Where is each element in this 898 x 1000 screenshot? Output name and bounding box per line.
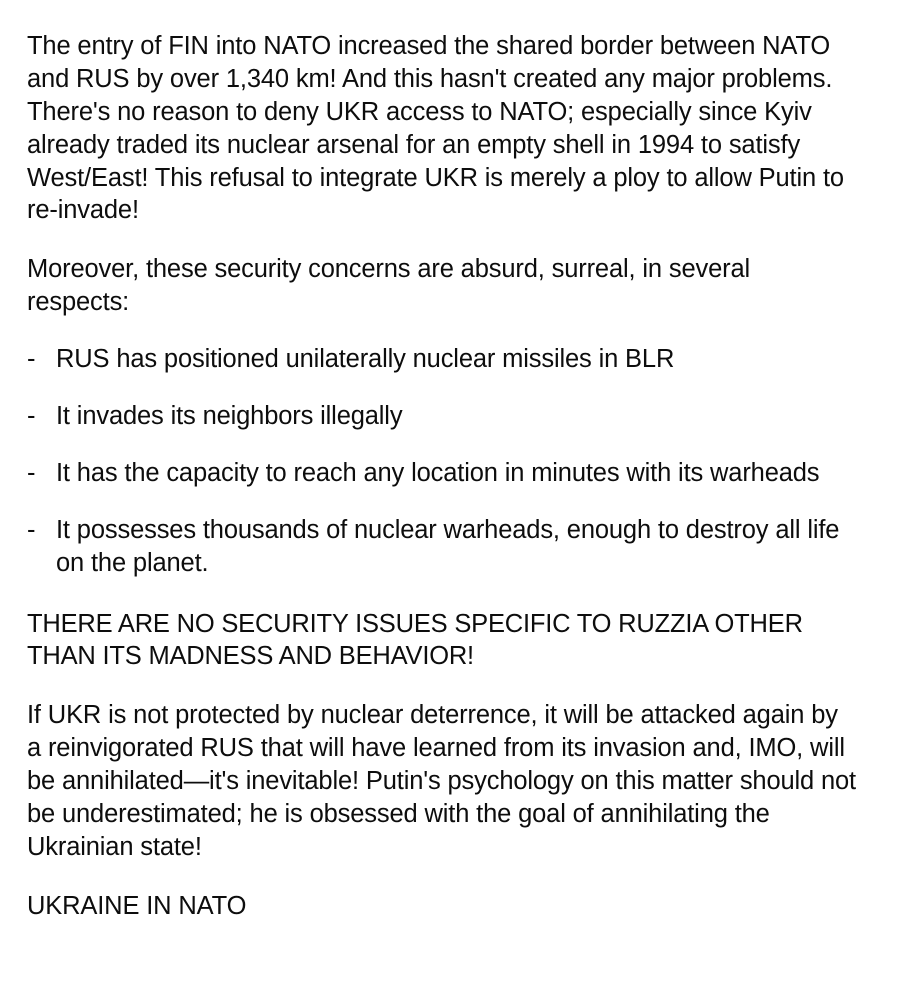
paragraph-closing: If UKR is not protected by nuclear deterrence, it will be attacked again by a reinvigorated RUS that will have learned from its invasion and, IMO, will be annihilated—it's inevitable! Putin's psychology on this matter should not be underestimated; he is obsessed with the goal of annihilating the Ukrainian state! xyxy=(27,701,856,861)
list-item-label: RUS has positioned unilaterally nuclear missiles in BLR xyxy=(56,345,675,374)
list-item xyxy=(27,457,857,490)
bullet-marker-icon: - xyxy=(27,458,36,487)
bullet-marker-icon: - xyxy=(27,402,36,431)
list-item xyxy=(27,400,857,433)
bullet-marker-icon: - xyxy=(27,345,36,374)
list-item xyxy=(27,514,857,580)
list-item-label: It possesses thousands of nuclear warheads, enough to destroy all life on the planet. xyxy=(56,515,840,577)
paragraph-security-concerns: Moreover, these security concerns are absurd, surreal, in several respects: xyxy=(27,255,751,317)
security-concerns-list xyxy=(27,343,858,579)
sign-off: UKRAINE IN NATO xyxy=(27,891,247,920)
list-item-label: It invades its neighbors illegally xyxy=(56,402,403,431)
list-item-label: It has the capacity to reach any location in minutes with its warheads xyxy=(56,458,820,487)
paragraph-intro: The entry of FIN into NATO increased the shared border between NATO and RUS by over 1,340 km! And this hasn't created any major problems. There's no reason to deny UKR access to NATO; especially since Kyiv already traded its nuclear arsenal for an empty shell in 1994 to satisfy West/East! This refusal to integrate UKR is merely a ploy to allow Putin to re-invade! xyxy=(27,32,844,225)
list-item xyxy=(27,343,857,376)
bullet-marker-icon: - xyxy=(27,515,36,544)
emphasis-statement: THERE ARE NO SECURITY ISSUES SPECIFIC TO RUZZIA OTHER THAN ITS MADNESS AND BEHAVIOR! xyxy=(27,609,803,671)
